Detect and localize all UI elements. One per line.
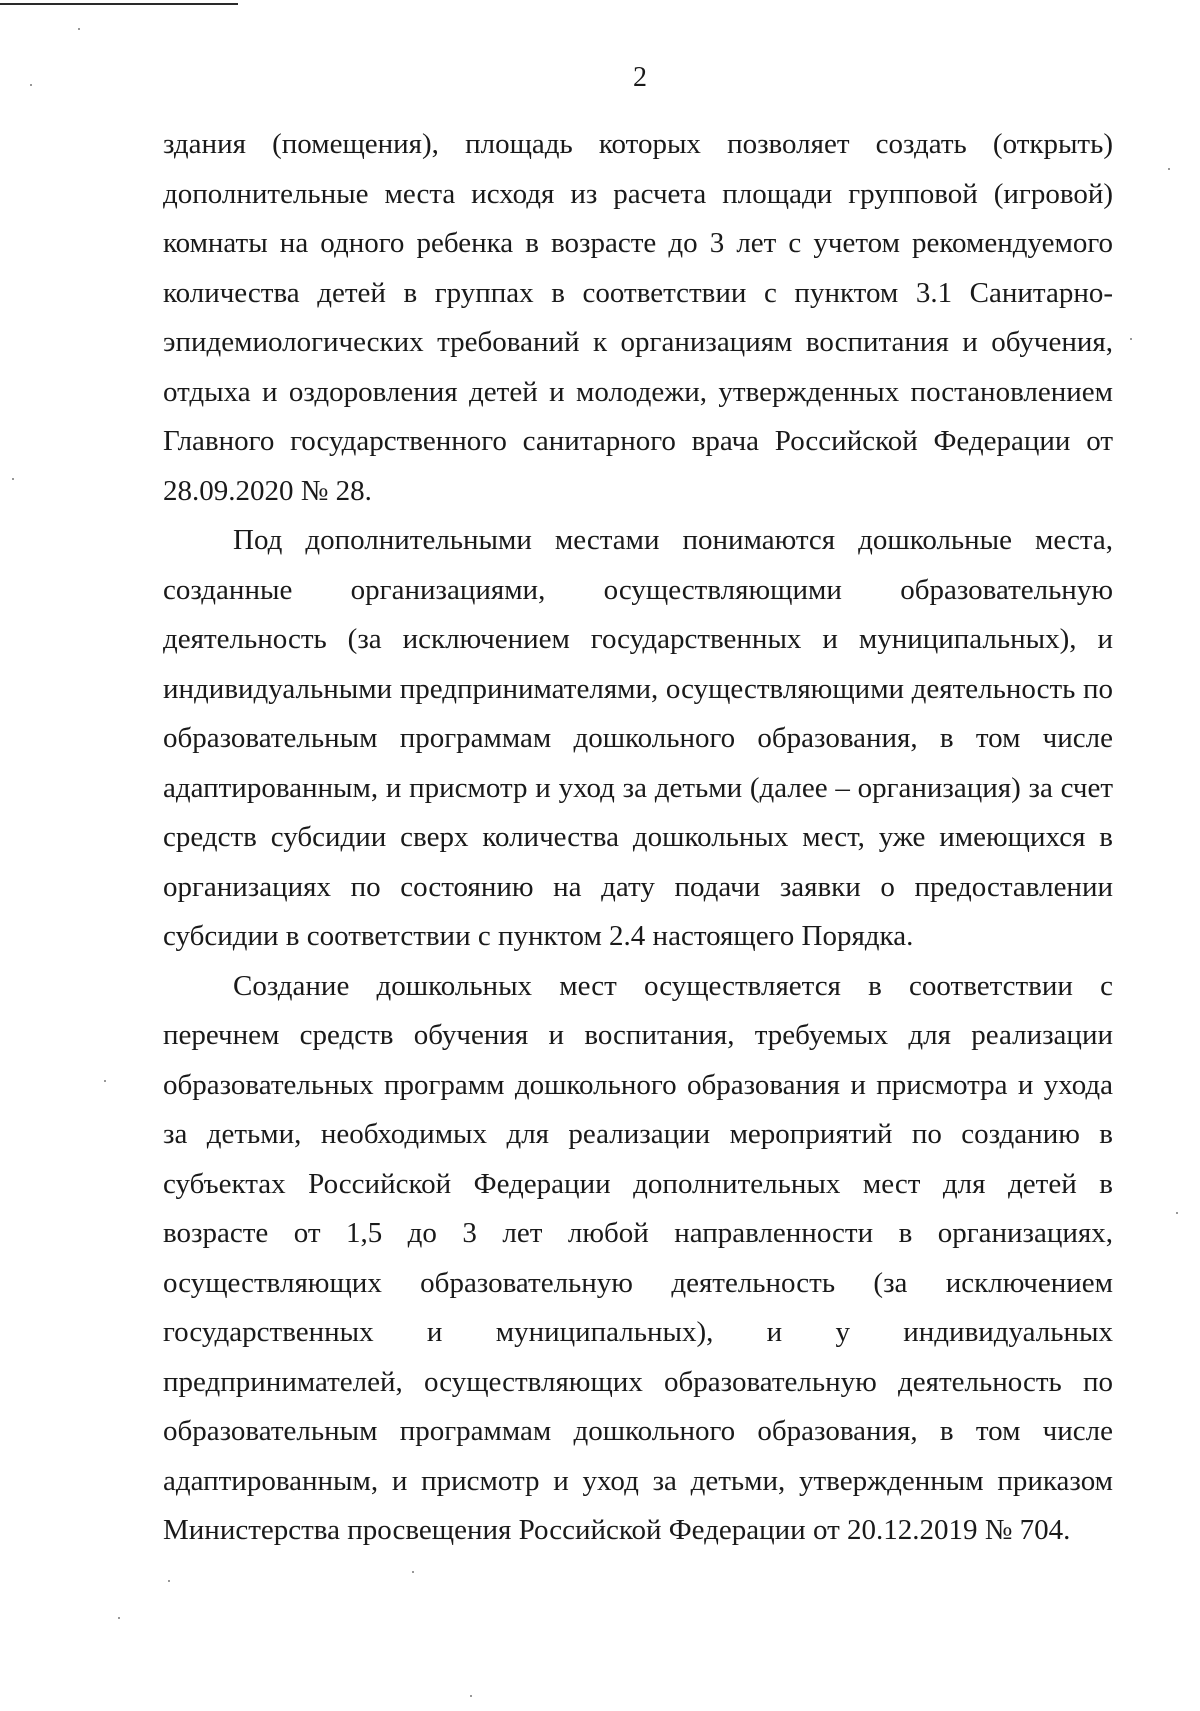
scan-speck — [12, 478, 14, 480]
scan-speck — [118, 1617, 120, 1619]
scan-speck — [168, 1580, 170, 1582]
document-body — [163, 120, 1113, 1556]
paragraph-3: Создание дошкольных мест осуществляется в соответствии с перечнем средств обучения и воспитания, требуемых для реализации образовательных программ дошкольного образования и присмотра и ухода за детьми, необходимых для реализации мероприятий по созданию в субъектах Российской Федерации дополнительных мест для детей в возрасте от 1,5 до 3 лет любой направленности в организациях, осуществляющих образовательную деятельность (за исключением государственных и муниципальных), и у индивидуальных предпринимателей, осуществляющих образовательную деятельность по образовательным программам дошкольного образования, в том числе адаптированным, и присмотр и уход за детьми, утвержденным приказом Министерства просвещения Российской Федерации от 20.12.2019 № 704. — [163, 969, 1113, 1546]
scan-speck — [1130, 338, 1132, 340]
paragraph-1: здания (помещения), площадь которых позволяет создать (открыть) дополнительные места исходя из расчета площади групповой (игровой) комнаты на одного ребенка в возрасте до 3 лет с учетом рекомендуемого количества детей в группах в соответствии с пунктом 3.1 Санитарно-эпидемиологических требований к организациям воспитания и обучения, отдыха и оздоровления детей и молодежи, утвержденных постановлением Главного государственного санитарного врача Российской Федерации от 28.09.2020 № 28. — [163, 128, 1113, 507]
scan-speck — [1168, 168, 1170, 170]
scan-speck — [104, 1080, 106, 1082]
top-border-line — [0, 3, 238, 5]
scan-speck — [470, 1695, 472, 1697]
page-number: 2 — [633, 62, 647, 93]
paragraph-2: Под дополнительными местами понимаются дошкольные места, созданные организациями, осуществляющими образовательную деятельность (за исключением государственных и муниципальных), и индивидуальными предпринимателями, осуществляющими деятельность по образовательным программам дошкольного образования, в том числе адаптированным, и присмотр и уход за детьми (далее – организация) за счет средств субсидии сверх количества дошкольных мест, уже имеющихся в организациях по состоянию на дату подачи заявки о предоставлении субсидии в соответствии с пунктом 2.4 настоящего Порядка. — [163, 524, 1113, 952]
scan-speck — [412, 1571, 414, 1573]
scan-speck — [78, 28, 80, 30]
scan-speck — [1176, 1212, 1178, 1214]
scan-speck — [30, 84, 32, 86]
